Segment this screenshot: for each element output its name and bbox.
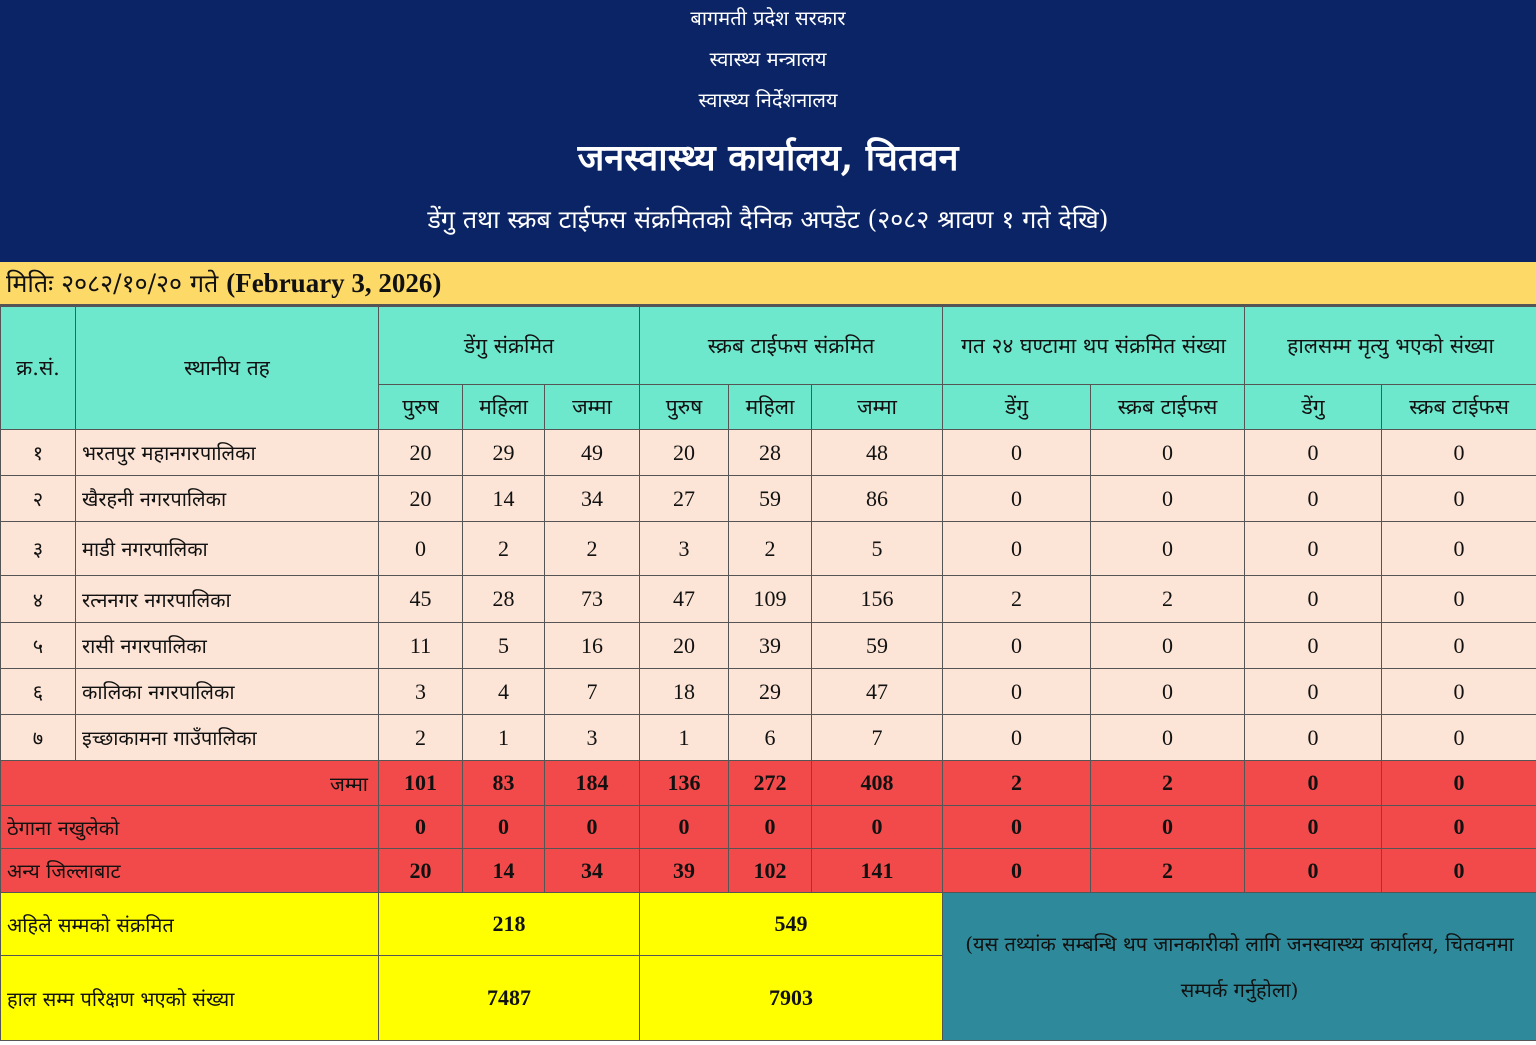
total-row [1, 761, 1536, 806]
header-banner [0, 0, 1536, 262]
value-cell: 47 [640, 576, 729, 623]
infected-scrub-total: 549 [640, 893, 943, 956]
value-cell: 0 [1245, 476, 1382, 522]
value-cell: 39 [729, 623, 812, 669]
value-cell: 3 [640, 522, 729, 576]
value-cell: 0 [943, 623, 1091, 669]
serial-number: ५ [1, 623, 76, 669]
value-cell: 0 [1382, 715, 1536, 761]
value-cell: 47 [812, 669, 943, 715]
value-cell: 0 [1245, 576, 1382, 623]
value-cell: 0 [943, 806, 1091, 849]
col-scrub-total: जम्मा [812, 385, 943, 430]
value-cell: 0 [943, 476, 1091, 522]
value-cell: 0 [1382, 623, 1536, 669]
col-local-level: स्थानीय तह [76, 307, 379, 430]
value-cell: 0 [1382, 476, 1536, 522]
value-cell: 2 [379, 715, 463, 761]
value-cell: 0 [1245, 806, 1382, 849]
local-level-name: रासी नगरपालिका [76, 623, 379, 669]
value-cell: 29 [463, 430, 545, 476]
value-cell: 0 [379, 522, 463, 576]
table-row [1, 476, 1536, 522]
table-row [1, 623, 1536, 669]
value-cell: 20 [640, 430, 729, 476]
value-cell: 0 [943, 522, 1091, 576]
serial-number: ४ [1, 576, 76, 623]
value-cell: 2 [1091, 849, 1245, 893]
group-last-24h: गत २४ घण्टामा थप संक्रमित संख्या [943, 307, 1245, 385]
date-english: (February 3, 2026) [226, 268, 442, 298]
value-cell: 11 [379, 623, 463, 669]
group-deaths: हालसम्म मृत्यु भएको संख्या [1245, 307, 1536, 385]
col-deaths-dengue: डेंगु [1245, 385, 1382, 430]
value-cell: 3 [379, 669, 463, 715]
value-cell: 184 [545, 761, 640, 806]
infected-dengue-total: 218 [379, 893, 640, 956]
local-level-name: कालिका नगरपालिका [76, 669, 379, 715]
value-cell: 0 [1091, 522, 1245, 576]
value-cell: 0 [1245, 430, 1382, 476]
value-cell: 34 [545, 849, 640, 893]
value-cell: 45 [379, 576, 463, 623]
value-cell: 0 [1091, 806, 1245, 849]
local-level-name: इच्छाकामना गाउँपालिका [76, 715, 379, 761]
value-cell: 0 [1091, 669, 1245, 715]
value-cell: 48 [812, 430, 943, 476]
value-cell: 4 [463, 669, 545, 715]
other-district-row [1, 849, 1536, 893]
header-line-ministry: स्वास्थ्य मन्त्रालय [709, 47, 827, 71]
serial-number: ७ [1, 715, 76, 761]
value-cell: 0 [1245, 522, 1382, 576]
group-dengue-infected: डेंगु संक्रमित [379, 307, 640, 385]
value-cell: 0 [1382, 430, 1536, 476]
value-cell: 2 [1091, 761, 1245, 806]
value-cell: 0 [463, 806, 545, 849]
value-cell: 0 [729, 806, 812, 849]
serial-number: १ [1, 430, 76, 476]
col-24h-dengue: डेंगु [943, 385, 1091, 430]
value-cell: 0 [943, 430, 1091, 476]
header-line-government: बागमती प्रदेश सरकार [690, 6, 846, 30]
value-cell: 16 [545, 623, 640, 669]
other-district-label: अन्य जिल्लाबाट [1, 849, 379, 893]
value-cell: 2 [729, 522, 812, 576]
value-cell: 156 [812, 576, 943, 623]
value-cell: 2 [463, 522, 545, 576]
value-cell: 2 [943, 576, 1091, 623]
value-cell: 2 [545, 522, 640, 576]
value-cell: 101 [379, 761, 463, 806]
value-cell: 0 [1245, 715, 1382, 761]
report-subtitle: डेंगु तथा स्क्रब टाईफस संक्रमितको दैनिक अपडेट (२०८२ श्रावण १ गते देखि) [427, 205, 1109, 234]
value-cell: 0 [1091, 715, 1245, 761]
unknown-address-label: ठेगाना नखुलेको [1, 806, 379, 849]
value-cell: 136 [640, 761, 729, 806]
value-cell: 141 [812, 849, 943, 893]
serial-number: २ [1, 476, 76, 522]
date-bar [0, 262, 1536, 306]
value-cell: 0 [1382, 849, 1536, 893]
value-cell: 0 [640, 806, 729, 849]
local-level-name: खैरहनी नगरपालिका [76, 476, 379, 522]
value-cell: 0 [1382, 669, 1536, 715]
contact-note: (यस तथ्यांक सम्बन्धि थप जानकारीको लागि जनस्वास्थ्य कार्यालय, चितवनमा सम्पर्क गर्नुहोला) [943, 893, 1536, 1041]
header-line-directorate: स्वास्थ्य निर्देशनालय [698, 88, 838, 112]
table-row [1, 522, 1536, 576]
value-cell: 27 [640, 476, 729, 522]
infected-so-far-label: अहिले सम्मको संक्रमित [1, 893, 379, 956]
tested-dengue-total: 7487 [379, 956, 640, 1041]
value-cell: 3 [545, 715, 640, 761]
value-cell: 14 [463, 849, 545, 893]
table-row [1, 715, 1536, 761]
value-cell: 0 [1382, 522, 1536, 576]
local-level-name: माडी नगरपालिका [76, 522, 379, 576]
tested-scrub-total: 7903 [640, 956, 943, 1041]
local-level-name: भरतपुर महानगरपालिका [76, 430, 379, 476]
col-24h-scrub: स्क्रब टाईफस [1091, 385, 1245, 430]
value-cell: 1 [640, 715, 729, 761]
value-cell: 6 [729, 715, 812, 761]
col-dengue-male: पुरुष [379, 385, 463, 430]
col-scrub-male: पुरुष [640, 385, 729, 430]
value-cell: 73 [545, 576, 640, 623]
value-cell: 1 [463, 715, 545, 761]
value-cell: 7 [812, 715, 943, 761]
value-cell: 86 [812, 476, 943, 522]
value-cell: 5 [463, 623, 545, 669]
value-cell: 28 [463, 576, 545, 623]
col-serial: क्र.सं. [1, 307, 76, 430]
value-cell: 7 [545, 669, 640, 715]
tested-so-far-label: हाल सम्म परिक्षण भएको संख्या [1, 956, 379, 1041]
table-row [1, 669, 1536, 715]
value-cell: 408 [812, 761, 943, 806]
col-scrub-female: महिला [729, 385, 812, 430]
value-cell: 29 [729, 669, 812, 715]
value-cell: 0 [1091, 623, 1245, 669]
value-cell: 49 [545, 430, 640, 476]
value-cell: 28 [729, 430, 812, 476]
value-cell: 34 [545, 476, 640, 522]
value-cell: 83 [463, 761, 545, 806]
value-cell: 0 [1382, 761, 1536, 806]
value-cell: 2 [1091, 576, 1245, 623]
value-cell: 59 [812, 623, 943, 669]
value-cell: 272 [729, 761, 812, 806]
date-nepali: मितिः २०८२/१०/२० गते [6, 269, 219, 298]
value-cell: 59 [729, 476, 812, 522]
col-dengue-total: जम्मा [545, 385, 640, 430]
value-cell: 5 [812, 522, 943, 576]
total-label: जम्मा [1, 761, 379, 806]
serial-number: ६ [1, 669, 76, 715]
value-cell: 20 [379, 476, 463, 522]
value-cell: 0 [1382, 806, 1536, 849]
value-cell: 0 [1245, 761, 1382, 806]
value-cell: 20 [379, 430, 463, 476]
table-row [1, 576, 1536, 623]
local-level-name: रत्ननगर नगरपालिका [76, 576, 379, 623]
value-cell: 0 [943, 715, 1091, 761]
value-cell: 0 [1382, 576, 1536, 623]
value-cell: 0 [545, 806, 640, 849]
value-cell: 20 [379, 849, 463, 893]
value-cell: 0 [1245, 669, 1382, 715]
value-cell: 2 [943, 761, 1091, 806]
summary-infected-row [1, 893, 1536, 956]
value-cell: 20 [640, 623, 729, 669]
value-cell: 0 [1091, 430, 1245, 476]
serial-number: ३ [1, 522, 76, 576]
value-cell: 18 [640, 669, 729, 715]
cases-table [0, 306, 1536, 1041]
value-cell: 0 [379, 806, 463, 849]
unknown-address-row [1, 806, 1536, 849]
table-row [1, 430, 1536, 476]
value-cell: 14 [463, 476, 545, 522]
value-cell: 109 [729, 576, 812, 623]
value-cell: 102 [729, 849, 812, 893]
office-title: जनस्वास्थ्य कार्यालय, चितवन [577, 137, 959, 179]
col-deaths-scrub: स्क्रब टाईफस [1382, 385, 1536, 430]
value-cell: 0 [812, 806, 943, 849]
value-cell: 0 [1091, 476, 1245, 522]
value-cell: 0 [943, 849, 1091, 893]
group-scrub-infected: स्क्रब टाईफस संक्रमित [640, 307, 943, 385]
col-dengue-female: महिला [463, 385, 545, 430]
value-cell: 39 [640, 849, 729, 893]
value-cell: 0 [1245, 623, 1382, 669]
value-cell: 0 [1245, 849, 1382, 893]
value-cell: 0 [943, 669, 1091, 715]
